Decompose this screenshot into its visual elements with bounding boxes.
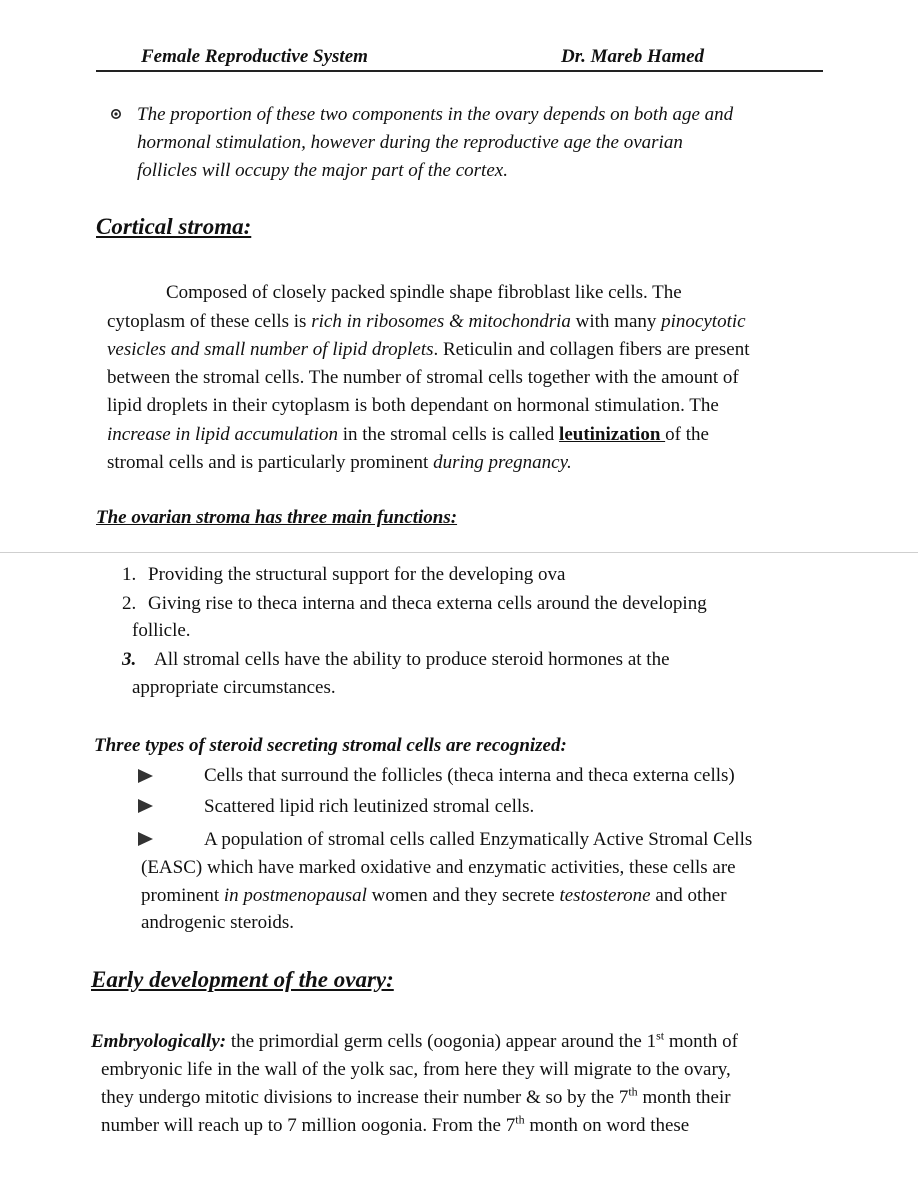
cortical-line-6: increase in lipid accumulation in the stromal cells is called leutinization of the <box>107 424 709 445</box>
early-development-heading: Early development of the ovary: <box>91 967 394 992</box>
cortical-line-7: stromal cells and is particularly prominent during pregnancy. <box>107 452 572 473</box>
cortical-line-4: between the stromal cells. The number of stromal cells together with the amount of <box>107 367 739 388</box>
steroid-cells-heading: Three types of steroid secreting stromal cells are recognized: <box>94 735 567 756</box>
cortical-line-2: cytoplasm of these cells is rich in ribosomes & mitochondria with many pinocytotic <box>107 311 746 332</box>
bullet-icon <box>110 108 122 120</box>
function-number-1: 1. <box>122 564 137 585</box>
cortical-line-5: lipid droplets in their cytoplasm is both dependant on hormonal stimulation. The <box>107 395 719 416</box>
early-line-2: embryonic life in the wall of the yolk sac, from here they will migrate to the ovary, <box>101 1059 731 1080</box>
scan-line <box>0 552 918 553</box>
steroid-bullet-1: Cells that surround the follicles (theca interna and theca externa cells) <box>204 765 735 786</box>
intro-line-1: The proportion of these two components in the ovary depends on both age and <box>137 104 734 125</box>
steroid-bullet-3-line-1: A population of stromal cells called Enzymatically Active Stromal Cells <box>204 829 753 850</box>
header-rule <box>96 70 823 72</box>
function-item-2-line-2: follicle. <box>132 620 191 641</box>
header-title: Female Reproductive System <box>141 46 368 67</box>
arrow-bullet-icon <box>138 769 153 783</box>
functions-heading: The ovarian stroma has three main functions: <box>96 507 458 528</box>
intro-line-2: hormonal stimulation, however during the reproductive age the ovarian <box>137 132 683 153</box>
arrow-bullet-icon <box>138 832 153 846</box>
cortical-stroma-heading: Cortical stroma: <box>96 214 252 239</box>
function-item-3-line-2: appropriate circumstances. <box>132 677 336 698</box>
arrow-bullet-icon <box>138 799 153 813</box>
cortical-line-3: vesicles and small number of lipid droplets. Reticulin and collagen fibers are present <box>107 339 750 360</box>
steroid-bullet-3-line-2: (EASC) which have marked oxidative and enzymatic activities, these cells are <box>141 857 736 878</box>
function-item-2-line-1: Giving rise to theca interna and theca externa cells around the developing <box>148 593 707 614</box>
header-author: Dr. Mareb Hamed <box>561 46 705 67</box>
early-line-3: they undergo mitotic divisions to increase their number & so by the 7th month their <box>101 1084 731 1108</box>
function-item-1: Providing the structural support for the developing ova <box>148 564 566 585</box>
function-number-3: 3. <box>122 649 137 670</box>
function-number-2: 2. <box>122 593 137 614</box>
function-item-3-line-1: All stromal cells have the ability to produce steroid hormones at the <box>154 649 670 670</box>
cortical-line-1: Composed of closely packed spindle shape fibroblast like cells. The <box>166 282 682 303</box>
steroid-bullet-3-line-4: androgenic steroids. <box>141 912 295 933</box>
steroid-bullet-3-line-3: prominent in postmenopausal women and they secrete testosterone and other <box>141 885 727 906</box>
early-line-4: number will reach up to 7 million oogonia. From the 7th month on word these <box>101 1112 690 1136</box>
early-line-1: Embryologically: the primordial germ cells (oogonia) appear around the 1st month of <box>91 1028 738 1052</box>
leutinization-term: leutinization <box>559 424 666 445</box>
intro-line-3: follicles will occupy the major part of the cortex. <box>137 160 508 181</box>
steroid-bullet-2: Scattered lipid rich leutinized stromal cells. <box>204 796 535 817</box>
